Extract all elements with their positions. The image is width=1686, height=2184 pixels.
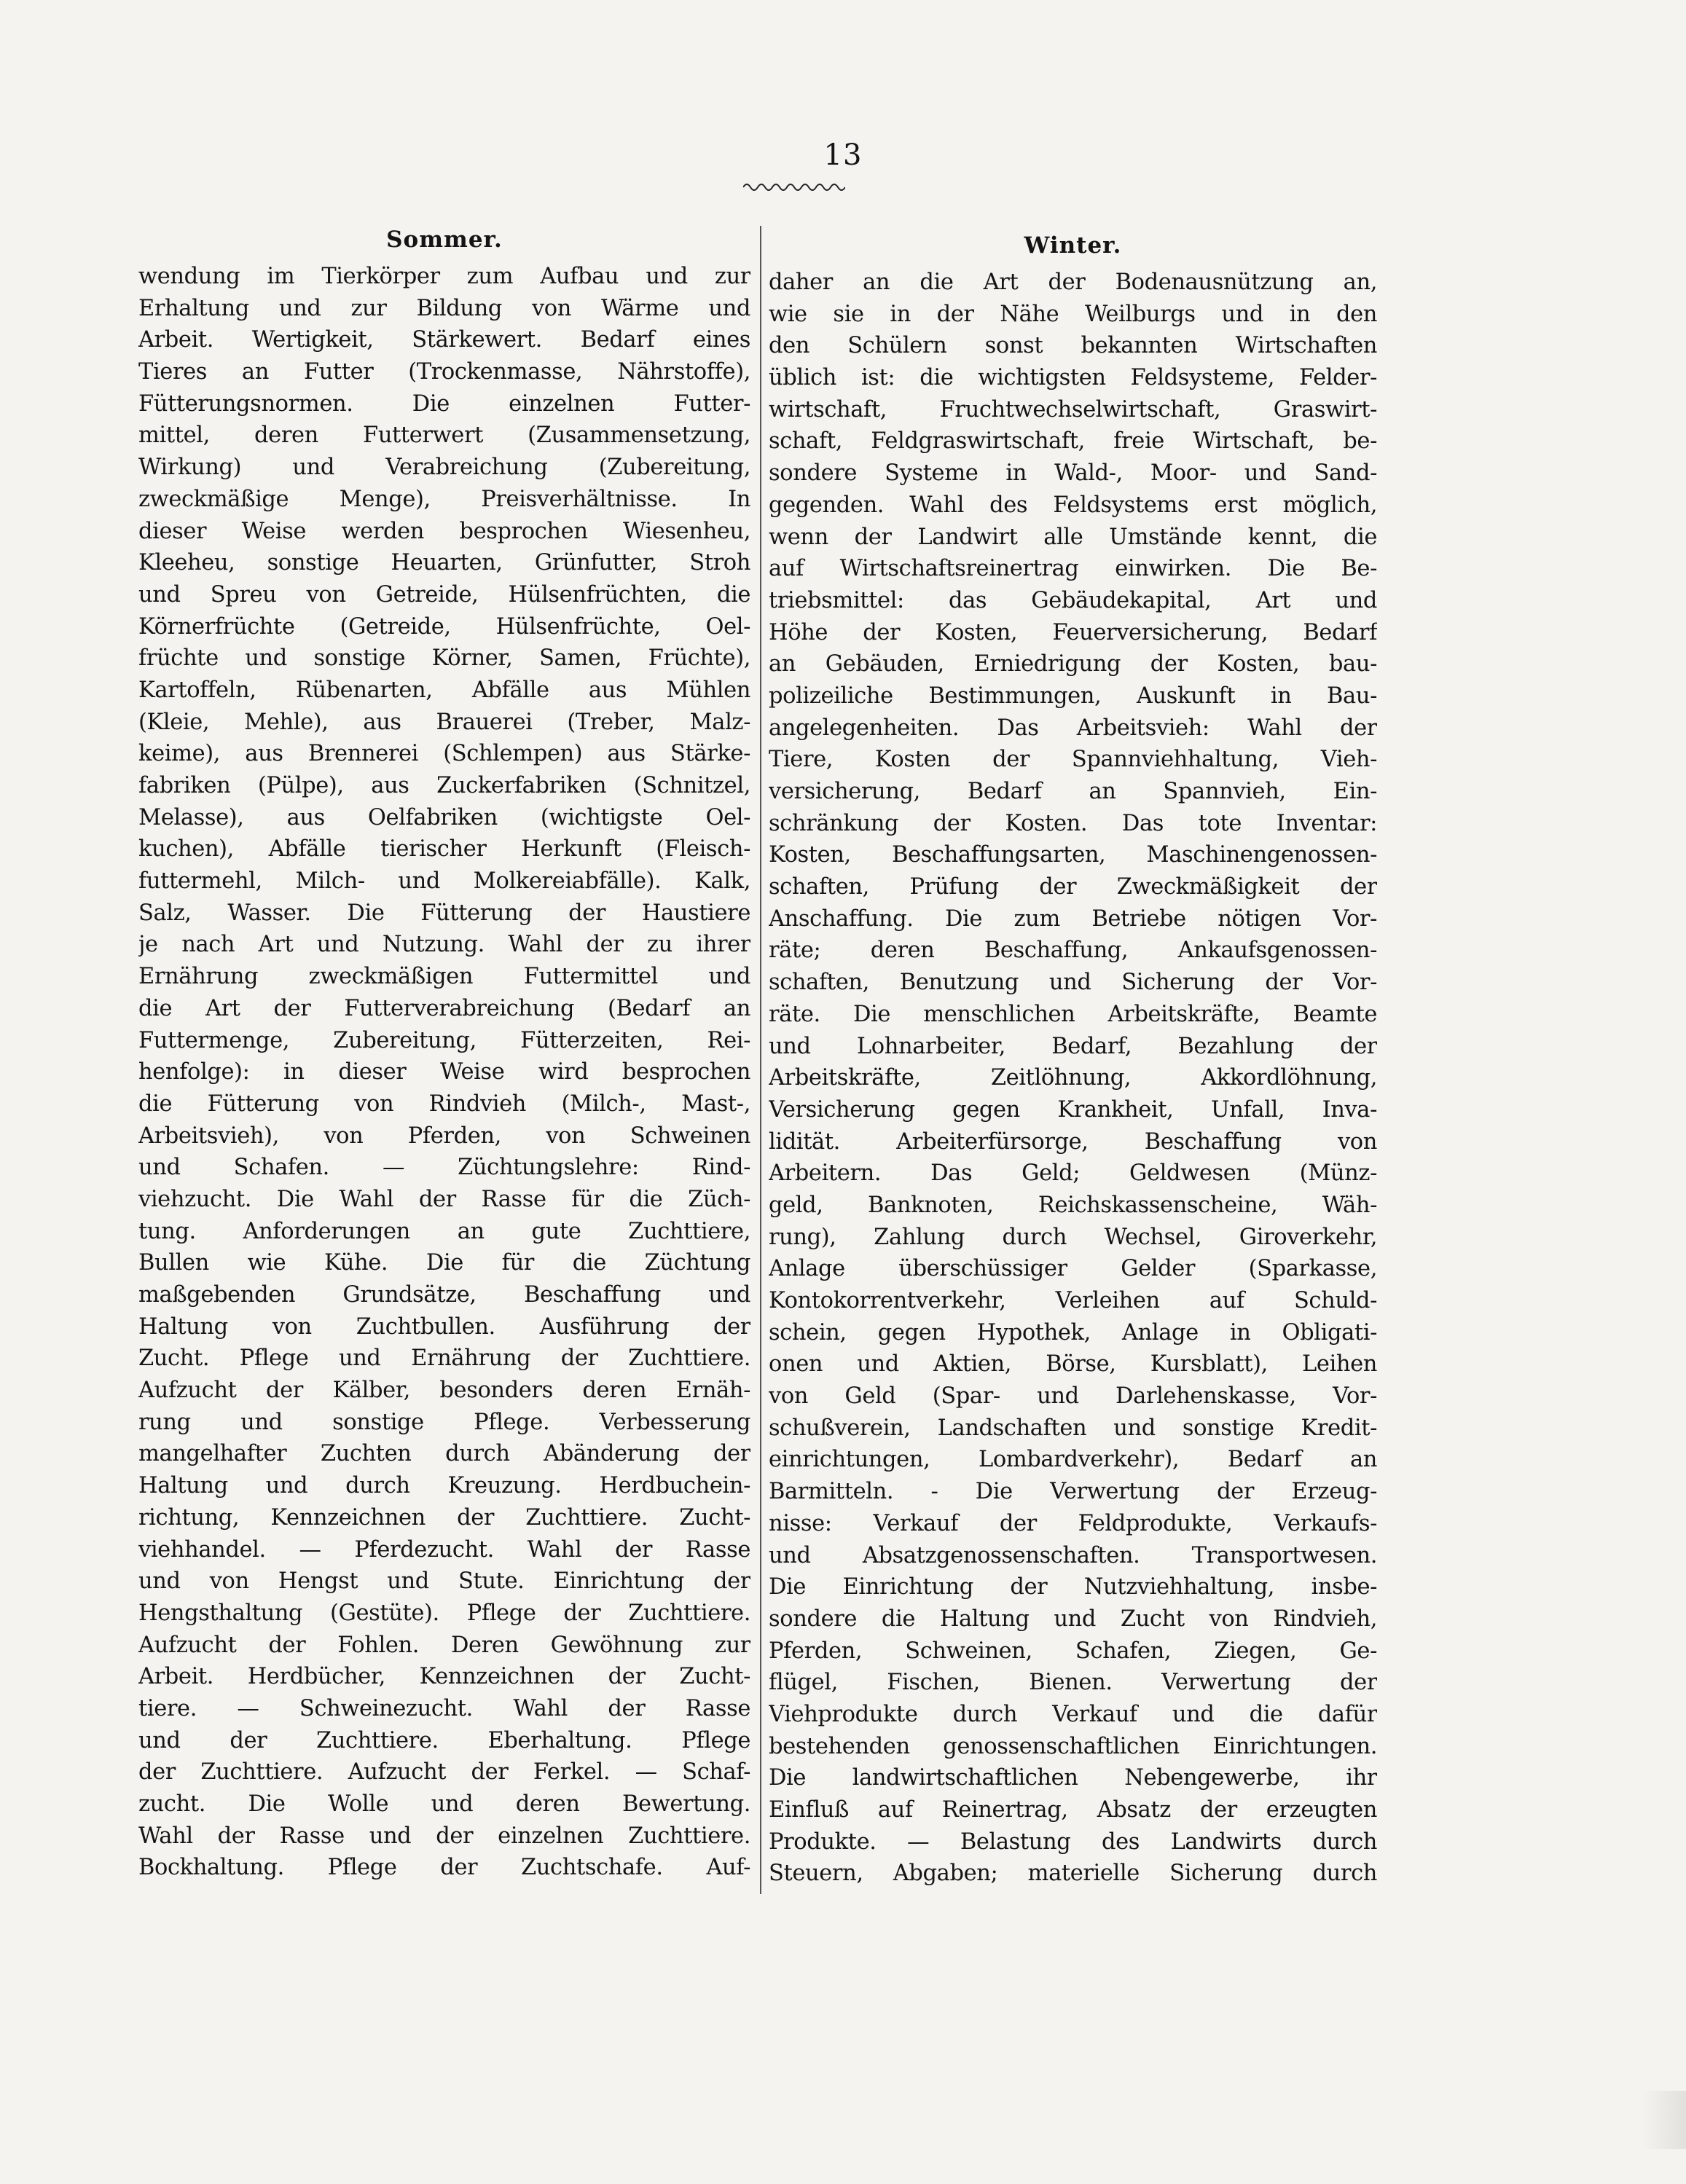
text-line: futtermehl, Milch- und Molkereiabfälle). Kalk, bbox=[138, 868, 750, 895]
text-line: triebsmittel: das Gebäudekapital, Art und bbox=[769, 587, 1377, 613]
text-line: bestehenden genossenschaftlichen Einrichtungen. bbox=[769, 1733, 1377, 1759]
text-line: Arbeitskräfte, Zeitlöhnung, Akkordlöhnung, bbox=[769, 1065, 1377, 1091]
page-number: 13 bbox=[823, 138, 863, 172]
text-line: Aufzucht der Kälber, besonders deren Ernäh- bbox=[138, 1378, 750, 1404]
text-line: Wirkung) und Verabreichung (Zubereitung, bbox=[138, 455, 750, 481]
text-line: onen und Aktien, Börse, Kursblatt), Leihen bbox=[769, 1351, 1377, 1378]
text-line: keime), aus Brennerei (Schlempen) aus Stärke- bbox=[138, 741, 750, 767]
text-line: einrichtungen, Lombardverkehr), Bedarf an bbox=[769, 1447, 1377, 1473]
text-line: schaften, Benutzung und Sicherung der Vor- bbox=[769, 970, 1377, 996]
text-line: rung), Zahlung durch Wechsel, Giroverkehr, bbox=[769, 1224, 1377, 1250]
text-line: Hengsthaltung (Gestüte). Pflege der Zuchttiere. bbox=[138, 1600, 750, 1626]
text-line: maßgebenden Grundsätze, Beschaffung und bbox=[138, 1282, 750, 1308]
text-line: Einfluß auf Reinertrag, Absatz der erzeugten bbox=[769, 1797, 1377, 1823]
text-line: Tiere, Kosten der Spannviehhaltung, Vieh- bbox=[769, 747, 1377, 773]
column-heading-winter: Winter. bbox=[1024, 232, 1122, 259]
text-line: schaften, Prüfung der Zweckmäßigkeit der bbox=[769, 874, 1377, 900]
text-line: den Schülern sonst bekannten Wirtschaften bbox=[769, 333, 1377, 359]
text-line: nisse: Verkauf der Feldprodukte, Verkaufs- bbox=[769, 1510, 1377, 1536]
text-line: Viehprodukte durch Verkauf und die dafür bbox=[769, 1701, 1377, 1727]
text-line: geld, Banknoten, Reichskassenscheine, Wäh- bbox=[769, 1192, 1377, 1218]
text-line: und von Hengst und Stute. Einrichtung der bbox=[138, 1568, 750, 1595]
text-line: und Schafen. — Züchtungslehre: Rind- bbox=[138, 1155, 750, 1181]
text-line: viehhandel. — Pferdezucht. Wahl der Rasse bbox=[138, 1536, 750, 1563]
column-body-sommer bbox=[138, 261, 750, 1884]
text-line: die Art der Futterverabreichung (Bedarf an bbox=[138, 995, 750, 1021]
text-line: tung. Anforderungen an gute Zuchttiere, bbox=[138, 1218, 750, 1244]
text-line: Arbeitsvieh), von Pferden, von Schweinen bbox=[138, 1123, 750, 1149]
column-sommer bbox=[138, 222, 750, 1884]
text-line: mittel, deren Futterwert (Zusammensetzung, bbox=[138, 423, 750, 449]
text-line: Steuern, Abgaben; materielle Sicherung durch bbox=[769, 1861, 1377, 1887]
text-line: Arbeit. Herdbücher, Kennzeichnen der Zucht- bbox=[138, 1664, 750, 1690]
column-heading-sommer: Sommer. bbox=[386, 227, 503, 253]
text-line: auf Wirtschaftsreinertrag einwirken. Die Be- bbox=[769, 556, 1377, 582]
text-line: Kosten, Beschaffungsarten, Maschinengenossen- bbox=[769, 842, 1377, 868]
text-line: früchte und sonstige Körner, Samen, Früchte), bbox=[138, 645, 750, 672]
text-line: viehzucht. Die Wahl der Rasse für die Züch- bbox=[138, 1186, 750, 1212]
text-line: gegenden. Wahl des Feldsystems erst möglich, bbox=[769, 492, 1377, 518]
text-line: Ernährung zweckmäßigen Futtermittel und bbox=[138, 964, 750, 990]
text-line: sondere die Haltung und Zucht von Rindvieh, bbox=[769, 1606, 1377, 1632]
column-body-winter bbox=[769, 267, 1377, 1890]
text-line: Körnerfrüchte (Getreide, Hülsenfrüchte, Oel- bbox=[138, 613, 750, 640]
text-line: dieser Weise werden besprochen Wiesenheu, bbox=[138, 518, 750, 544]
text-line: Kartoffeln, Rübenarten, Abfälle aus Mühlen bbox=[138, 677, 750, 703]
text-line: Bockhaltung. Pflege der Zuchtschafe. Auf- bbox=[138, 1855, 750, 1881]
text-line: schaft, Feldgraswirtschaft, freie Wirtschaft, be- bbox=[769, 428, 1377, 455]
text-line: und Lohnarbeiter, Bedarf, Bezahlung der bbox=[769, 1033, 1377, 1059]
text-line: und Absatzgenossenschaften. Transportwesen. bbox=[769, 1542, 1377, 1568]
text-line: Produkte. — Belastung des Landwirts durch bbox=[769, 1828, 1377, 1855]
text-line: Kontokorrentverkehr, Verleihen auf Schuld- bbox=[769, 1288, 1377, 1313]
text-line: und der Zuchttiere. Eberhaltung. Pflege bbox=[138, 1727, 750, 1753]
text-line: wirtschaft, Fruchtwechselwirtschaft, Graswirt- bbox=[769, 396, 1377, 423]
text-line: Die landwirtschaftlichen Nebengewerbe, ihr bbox=[769, 1765, 1377, 1791]
text-line: henfolge): in dieser Weise wird besprochen bbox=[138, 1059, 750, 1085]
text-line: Die Einrichtung der Nutzviehhaltung, insbe- bbox=[769, 1574, 1377, 1600]
column-divider bbox=[760, 226, 761, 1894]
text-line: Pferden, Schweinen, Schafen, Ziegen, Ge- bbox=[769, 1638, 1377, 1664]
text-line: Salz, Wasser. Die Fütterung der Haustiere bbox=[138, 900, 750, 926]
text-line: wenn der Landwirt alle Umstände kennt, die bbox=[769, 524, 1377, 550]
text-line: zweckmäßige Menge), Preisverhältnisse. In bbox=[138, 486, 750, 512]
text-line: Höhe der Kosten, Feuerversicherung, Bedarf bbox=[769, 619, 1377, 645]
text-line: angelegenheiten. Das Arbeitsvieh: Wahl der bbox=[769, 715, 1377, 741]
text-line: flügel, Fischen, Bienen. Verwertung der bbox=[769, 1670, 1377, 1696]
text-line: zucht. Die Wolle und deren Bewertung. bbox=[138, 1791, 750, 1817]
text-line: der Zuchttiere. Aufzucht der Ferkel. — Schaf- bbox=[138, 1759, 750, 1786]
text-line: (Kleie, Mehle), aus Brauerei (Treber, Malz- bbox=[138, 709, 750, 735]
text-line: sondere Systeme in Wald-, Moor- und Sand- bbox=[769, 460, 1377, 487]
text-line: schränkung der Kosten. Das tote Inventar: bbox=[769, 810, 1377, 836]
text-line: polizeiliche Bestimmungen, Auskunft in Bau- bbox=[769, 683, 1377, 709]
text-line: von Geld (Spar- und Darlehenskasse, Vor- bbox=[769, 1383, 1377, 1410]
text-line: Arbeitern. Das Geld; Geldwesen (Münz- bbox=[769, 1160, 1377, 1187]
text-line: räte. Die menschlichen Arbeitskräfte, Beamte bbox=[769, 1001, 1377, 1027]
text-line: Haltung und durch Kreuzung. Herdbuchein- bbox=[138, 1473, 750, 1499]
text-line: Versicherung gegen Krankheit, Unfall, Inva- bbox=[769, 1096, 1377, 1123]
text-line: Zucht. Pflege und Ernährung der Zuchttiere. bbox=[138, 1346, 750, 1372]
text-line: richtung, Kennzeichnen der Zuchttiere. Zucht- bbox=[138, 1504, 750, 1531]
text-line: Erhaltung und zur Bildung von Wärme und bbox=[138, 295, 750, 321]
text-line: rung und sonstige Pflege. Verbesserung bbox=[138, 1409, 750, 1435]
column-winter bbox=[769, 222, 1377, 1890]
text-line: daher an die Art der Bodenausnützung an, bbox=[769, 270, 1377, 295]
text-line: Kleeheu, sonstige Heuarten, Grünfutter, Stroh bbox=[138, 550, 750, 576]
text-line: Tieres an Futter (Trockenmasse, Nährstoffe), bbox=[138, 359, 750, 385]
text-line: je nach Art und Nutzung. Wahl der zu ihrer bbox=[138, 932, 750, 958]
text-line: räte; deren Beschaffung, Ankaufsgenossen- bbox=[769, 938, 1377, 964]
text-line: versicherung, Bedarf an Spannvieh, Ein- bbox=[769, 779, 1377, 804]
text-line: kuchen), Abfälle tierischer Herkunft (Fleisch- bbox=[138, 836, 750, 863]
text-line: Fütterungsnormen. Die einzelnen Futter- bbox=[138, 390, 750, 417]
text-line: die Fütterung von Rindvieh (Milch-, Mast-, bbox=[138, 1091, 750, 1117]
text-line: fabriken (Pülpe), aus Zuckerfabriken (Schnitzel, bbox=[138, 773, 750, 798]
text-line: Wahl der Rasse und der einzelnen Zuchttiere. bbox=[138, 1823, 750, 1849]
scan-edge-shadow bbox=[1642, 2091, 1686, 2149]
text-line: Aufzucht der Fohlen. Deren Gewöhnung zur bbox=[138, 1632, 750, 1658]
text-line: wie sie in der Nähe Weilburgs und in den bbox=[769, 301, 1377, 327]
text-line: Bullen wie Kühe. Die für die Züchtung bbox=[138, 1250, 750, 1276]
text-line: üblich ist: die wichtigsten Feldsysteme, Felder- bbox=[769, 365, 1377, 391]
text-line: Anschaffung. Die zum Betriebe nötigen Vor- bbox=[769, 906, 1377, 932]
text-line: Haltung von Zuchtbullen. Ausführung der bbox=[138, 1313, 750, 1340]
text-line: und Spreu von Getreide, Hülsenfrüchten, die bbox=[138, 581, 750, 608]
ornament-wave-divider bbox=[743, 178, 845, 193]
text-line: Arbeit. Wertigkeit, Stärkewert. Bedarf eines bbox=[138, 327, 750, 353]
text-line: Futtermenge, Zubereitung, Fütterzeiten, Rei- bbox=[138, 1027, 750, 1053]
text-line: Melasse), aus Oelfabriken (wichtigste Oel- bbox=[138, 804, 750, 830]
text-line: wendung im Tierkörper zum Aufbau und zur bbox=[138, 264, 750, 289]
text-line: tiere. — Schweinezucht. Wahl der Rasse bbox=[138, 1695, 750, 1721]
text-line: schein, gegen Hypothek, Anlage in Obligati- bbox=[769, 1319, 1377, 1346]
text-line: an Gebäuden, Erniedrigung der Kosten, bau- bbox=[769, 651, 1377, 677]
text-line: Anlage überschüssiger Gelder (Sparkasse, bbox=[769, 1256, 1377, 1282]
text-line: mangelhafter Zuchten durch Abänderung der bbox=[138, 1441, 750, 1467]
text-line: lidität. Arbeiterfürsorge, Beschaffung von bbox=[769, 1128, 1377, 1155]
text-line: schußverein, Landschaften und sonstige Kredit- bbox=[769, 1415, 1377, 1441]
text-line: Barmitteln. - Die Verwertung der Erzeug- bbox=[769, 1479, 1377, 1505]
